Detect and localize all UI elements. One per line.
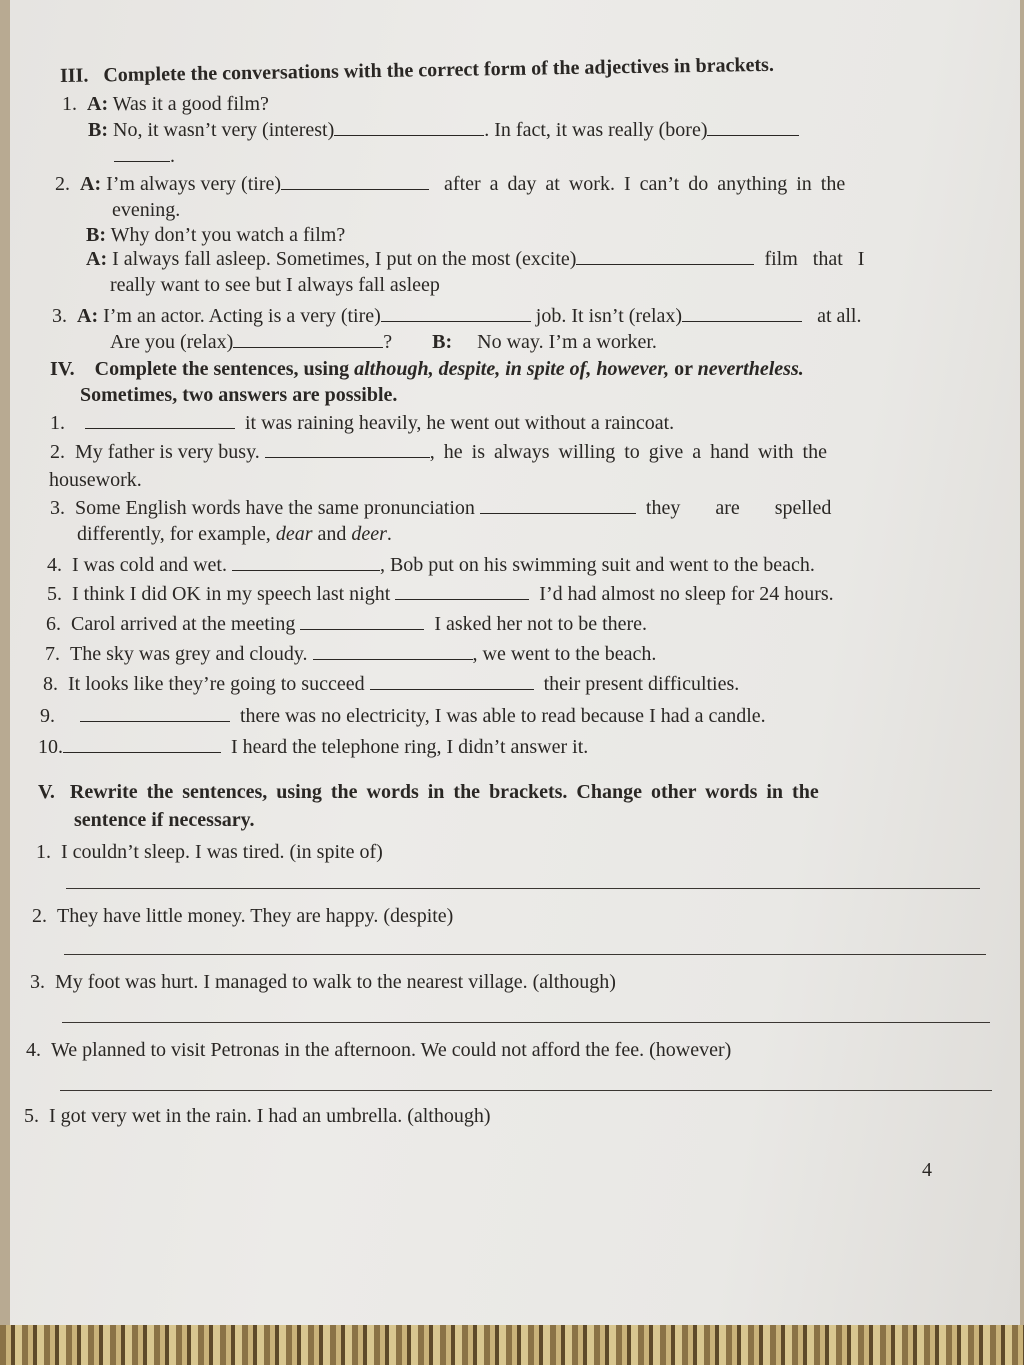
- sentence-text: My foot was hurt. I managed to walk to the nearest village. (although): [55, 971, 616, 993]
- answer-line-3[interactable]: [62, 1022, 990, 1023]
- section-instruction: sentence if necessary.: [74, 809, 255, 831]
- section-4-heading-line2: [80, 383, 397, 407]
- item-number: 1.: [50, 412, 65, 434]
- q3-2-b-line: [86, 223, 345, 247]
- section-instruction: Sometimes, two answers are possible.: [80, 384, 398, 406]
- sentence-text: It looks like they’re going to succeed: [68, 673, 365, 695]
- speaker-label: B:: [88, 119, 108, 141]
- speaker-label: A:: [86, 248, 108, 270]
- item-number: 6.: [46, 613, 61, 635]
- q3-3-a-line: [52, 304, 862, 328]
- sentence-text: I was cold and wet.: [72, 554, 227, 576]
- q4-item-3-cont: [77, 522, 392, 546]
- item-number: 2.: [55, 173, 70, 195]
- q4-item-9: [40, 704, 766, 728]
- answer-blank[interactable]: [576, 248, 754, 265]
- answer-blank[interactable]: [313, 643, 473, 660]
- example-word: dear: [275, 523, 313, 545]
- item-number: 3.: [52, 305, 67, 327]
- keyword-list: nevertheless.: [697, 358, 804, 380]
- speaker-label: A:: [80, 173, 102, 195]
- section-number: IV.: [50, 358, 75, 380]
- keyword-list: although, despite, in spite of, however,: [354, 358, 670, 380]
- answer-blank[interactable]: [300, 613, 424, 630]
- section-5-heading-line2: [74, 808, 255, 832]
- q4-item-7: [45, 642, 656, 666]
- q4-item-10: [38, 735, 588, 759]
- sentence-text: Some English words have the same pronunciation: [75, 497, 475, 519]
- speaker-label: B:: [86, 224, 106, 246]
- q4-item-3: [50, 496, 831, 520]
- q4-item-4: [47, 553, 815, 577]
- item-number: 7.: [45, 643, 60, 665]
- sentence-text: I’d had almost no sleep for 24 hours.: [539, 583, 834, 605]
- answer-blank[interactable]: [682, 305, 802, 322]
- answer-blank[interactable]: [85, 412, 235, 429]
- speaker-label: B:: [432, 331, 453, 353]
- answer-blank[interactable]: [395, 583, 529, 600]
- q5-item-5: [24, 1104, 491, 1128]
- item-number: 5.: [24, 1105, 39, 1127]
- answer-blank[interactable]: [707, 119, 799, 136]
- sentence-text: We planned to visit Petronas in the afternoon. We could not afford the fee. (however): [51, 1039, 732, 1061]
- punctuation: ?: [383, 331, 393, 353]
- section-instruction: Complete the conversations with the correct form of the adjectives in brackets.: [103, 53, 775, 87]
- sentence-text: I think I did OK in my speech last night: [72, 583, 391, 605]
- q5-item-3: [30, 970, 616, 994]
- dialogue-text: Was it a good film?: [112, 93, 269, 115]
- answer-blank[interactable]: [80, 705, 230, 722]
- sentence-text: they are spelled: [645, 497, 832, 519]
- sentence-text: My father is very busy.: [75, 441, 260, 463]
- dialogue-text: at all.: [817, 305, 862, 327]
- sentence-text: and: [312, 523, 352, 545]
- dialogue-text: film that I: [764, 248, 865, 270]
- item-number: 2.: [32, 905, 47, 927]
- section-instruction: Complete the sentences, using: [94, 358, 355, 380]
- sentence-text: differently, for example,: [77, 523, 276, 545]
- dialogue-text: job. It isn’t (relax): [535, 305, 683, 327]
- section-number: III.: [59, 64, 89, 87]
- q3-1-b-line: [88, 118, 799, 142]
- answer-blank[interactable]: [233, 331, 383, 348]
- sentence-text: I got very wet in the rain. I had an umbrella. (although): [49, 1105, 491, 1127]
- item-number: 4.: [26, 1039, 41, 1061]
- answer-line-4[interactable]: [60, 1090, 992, 1091]
- q3-2-a-line: [55, 172, 845, 196]
- sentence-text: there was no electricity, I was able to read because I had a candle.: [240, 705, 766, 727]
- answer-blank[interactable]: [63, 736, 221, 753]
- background-rug: [0, 1325, 1024, 1365]
- sentence-text: , we went to the beach.: [472, 643, 657, 665]
- q3-1-a-line: [62, 92, 269, 116]
- dialogue-text: No way. I’m a worker.: [477, 331, 657, 353]
- section-instruction: or: [669, 358, 698, 380]
- section-5-heading: [38, 780, 819, 804]
- answer-line-1[interactable]: [66, 888, 980, 889]
- sentence-text: The sky was grey and cloudy.: [70, 643, 308, 665]
- dialogue-text: I’m always very (tire): [106, 173, 282, 195]
- sentence-text: , Bob put on his swimming suit and went to the beach.: [379, 554, 815, 576]
- q3-2-a-cont: [112, 198, 180, 222]
- item-number: 9.: [40, 705, 55, 727]
- answer-blank[interactable]: [232, 554, 380, 571]
- item-number: 1.: [62, 93, 77, 115]
- example-word: deer: [351, 523, 387, 545]
- speaker-label: A:: [77, 305, 99, 327]
- q3-2-a2-cont: [110, 273, 440, 297]
- item-number: 3.: [50, 497, 65, 519]
- sentence-text: housework.: [49, 469, 142, 491]
- answer-blank[interactable]: [114, 145, 170, 162]
- q4-item-8: [43, 672, 739, 696]
- answer-line-2[interactable]: [64, 954, 986, 955]
- section-number: V.: [38, 781, 55, 803]
- q4-item-2: [50, 440, 827, 464]
- section-4-heading: [50, 357, 804, 381]
- q4-item-5: [47, 582, 834, 606]
- sentence-text: I heard the telephone ring, I didn’t answer it.: [231, 736, 589, 758]
- dialogue-text: Are you (relax): [110, 331, 234, 353]
- item-number: 3.: [30, 971, 45, 993]
- dialogue-text: really want to see but I always fall asleep: [110, 274, 440, 296]
- answer-blank[interactable]: [370, 673, 534, 690]
- dialogue-text: after a day at work. I can’t do anything in the: [444, 173, 846, 195]
- item-number: 5.: [47, 583, 62, 605]
- q4-item-2-cont: [49, 468, 142, 492]
- q5-item-4: [26, 1038, 731, 1062]
- answer-blank[interactable]: [381, 305, 531, 322]
- sentence-text: I asked her not to be there.: [434, 613, 648, 635]
- q5-item-2: [32, 904, 453, 928]
- answer-blank[interactable]: [281, 173, 429, 190]
- page-number: 4: [922, 1159, 932, 1181]
- answer-blank[interactable]: [334, 119, 484, 136]
- speaker-label: A:: [87, 93, 109, 115]
- dialogue-text: evening.: [112, 199, 181, 221]
- item-number: 10.: [38, 736, 63, 758]
- q4-item-6: [46, 612, 647, 636]
- q3-2-a2-line: [86, 247, 864, 271]
- punctuation: .: [386, 523, 392, 545]
- item-number: 8.: [43, 673, 58, 695]
- sentence-text: it was raining heavily, he went out without a raincoat.: [245, 412, 675, 434]
- q4-item-1: [50, 411, 674, 435]
- sentence-text: their present difficulties.: [543, 673, 740, 695]
- section-instruction: Rewrite the sentences, using the words in the brackets. Change other words in the: [69, 781, 819, 803]
- dialogue-text: Why don’t you watch a film?: [110, 224, 346, 246]
- answer-blank[interactable]: [480, 497, 636, 514]
- dialogue-text: I’m an actor. Acting is a very (tire): [103, 305, 381, 327]
- sentence-text: They have little money. They are happy. (despite): [57, 905, 454, 927]
- answer-blank[interactable]: [265, 441, 430, 458]
- dialogue-text: No, it wasn’t very (interest): [113, 119, 335, 141]
- sentence-text: , he is always willing to give a hand with the: [429, 441, 827, 463]
- dialogue-text: I always fall asleep. Sometimes, I put on the most (excite): [112, 248, 577, 270]
- sentence-text: Carol arrived at the meeting: [71, 613, 296, 635]
- punctuation: .: [170, 145, 175, 167]
- sentence-text: I couldn’t sleep. I was tired. (in spite of): [61, 841, 383, 863]
- dialogue-text: . In fact, it was really (bore): [484, 119, 708, 141]
- q3-1-b-cont: [114, 144, 175, 168]
- item-number: 1.: [36, 841, 51, 863]
- item-number: 2.: [50, 441, 65, 463]
- q5-item-1: [36, 840, 383, 864]
- item-number: 4.: [47, 554, 62, 576]
- q3-3-b-line: [110, 330, 657, 354]
